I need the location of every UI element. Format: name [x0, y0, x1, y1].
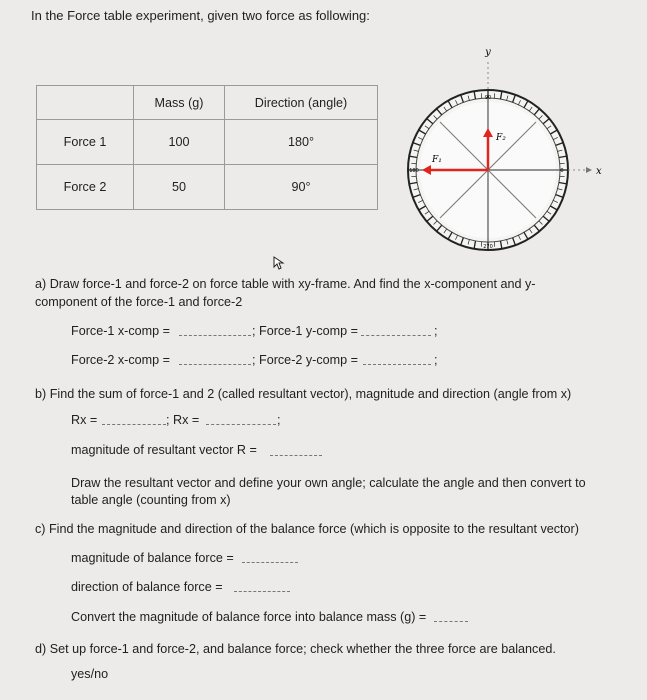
- table-header-mass: Mass (g): [134, 86, 225, 120]
- question-title: In the Force table experiment, given two force as following:: [31, 8, 370, 23]
- force2-x-comp-label: Force-2 x-comp =: [71, 353, 171, 367]
- table-header-empty: [37, 86, 134, 120]
- row-direction: 90°: [225, 165, 378, 210]
- balance-direction-label: direction of balance force =: [71, 580, 223, 594]
- f1-label: F₁: [432, 155, 442, 165]
- force2-y-comp-blank[interactable]: [363, 355, 431, 365]
- balance-mass-label: Convert the magnitude of balance force into balance mass (g) =: [71, 610, 427, 624]
- force2-end-semicolon: ;: [434, 353, 438, 367]
- rx-blank-1[interactable]: [102, 415, 166, 425]
- part-a-line2: component of the force-1 and force-2: [35, 295, 243, 309]
- f2-label: F₂: [496, 133, 506, 143]
- force2-y-comp-label: ; Force-2 y-comp =: [252, 353, 359, 367]
- force1-end-semicolon: ;: [434, 324, 438, 338]
- balance-direction-blank[interactable]: [234, 582, 290, 592]
- draw-instruction-line2: table angle (counting from x): [71, 493, 231, 507]
- force1-y-comp-label: ; Force-1 y-comp =: [252, 324, 359, 338]
- force-table: [36, 85, 378, 210]
- x-axis-label: x: [596, 166, 602, 177]
- balance-magnitude-blank[interactable]: [242, 553, 298, 563]
- row-direction: 180°: [225, 120, 378, 165]
- rx-label-1: Rx =: [71, 413, 98, 427]
- part-b-line1: b) Find the sum of force-1 and 2 (called resultant vector), magnitude and direction (angle from x): [35, 387, 572, 401]
- force1-x-comp-blank[interactable]: [179, 326, 251, 336]
- ring-label-0: 0: [560, 168, 564, 174]
- y-axis-label: y: [485, 47, 491, 58]
- table-header-row: [37, 86, 378, 120]
- mouse-cursor-icon: [273, 256, 285, 270]
- table-row: [37, 120, 378, 165]
- draw-instruction-line1: Draw the resultant vector and define your own angle; calculate the angle and then convert to: [71, 476, 586, 490]
- ring-label-270: 270: [483, 244, 493, 250]
- row-label: Force 2: [37, 165, 134, 210]
- force-table-diagram: [400, 40, 620, 255]
- part-a-line1: a) Draw force-1 and force-2 on force table with xy-frame. And find the x-component and y-: [35, 277, 536, 291]
- rx-label-2: ; Rx =: [166, 413, 200, 427]
- resultant-magnitude-label: magnitude of resultant vector R =: [71, 443, 257, 457]
- row-mass: 100: [134, 120, 225, 165]
- part-d-answer: yes/no: [71, 667, 109, 681]
- resultant-magnitude-blank[interactable]: [270, 446, 322, 456]
- part-c-line1: c) Find the magnitude and direction of the balance force (which is opposite to the resultant vector): [35, 522, 579, 536]
- ring-label-180: 180: [409, 168, 419, 174]
- force2-x-comp-blank[interactable]: [179, 355, 251, 365]
- force1-x-comp-label: Force-1 x-comp =: [71, 324, 171, 338]
- table-row: [37, 165, 378, 210]
- balance-mass-blank[interactable]: [434, 612, 468, 622]
- balance-magnitude-label: magnitude of balance force =: [71, 551, 234, 565]
- table-header-direction: Direction (angle): [225, 86, 378, 120]
- x-axis-arrowhead: [586, 167, 592, 173]
- row-mass: 50: [134, 165, 225, 210]
- rx-blank-2[interactable]: [206, 415, 276, 425]
- part-d-line1: d) Set up force-1 and force-2, and balance force; check whether the three force are balanced.: [35, 642, 556, 656]
- ring-label-90: 90: [484, 95, 492, 101]
- row-label: Force 1: [37, 120, 134, 165]
- rx-end-semicolon: ;: [277, 413, 281, 427]
- force1-y-comp-blank[interactable]: [361, 326, 431, 336]
